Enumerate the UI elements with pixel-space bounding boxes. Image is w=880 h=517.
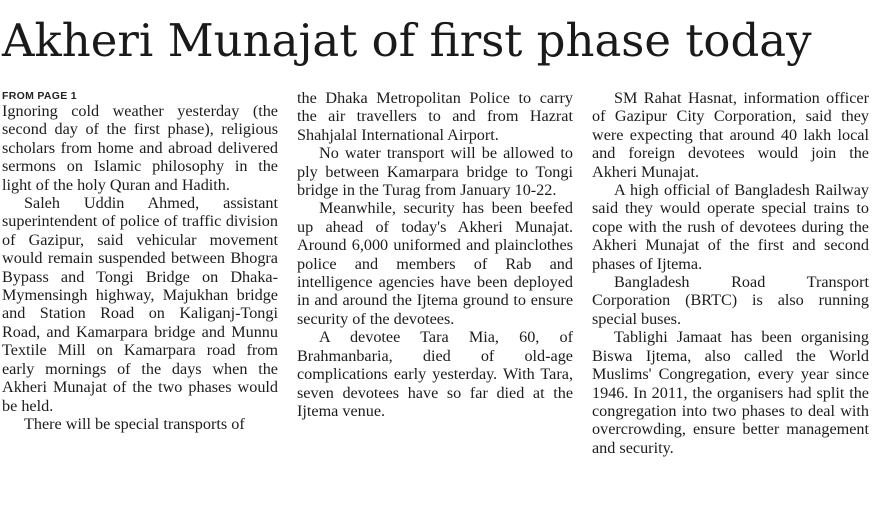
headline: Akheri Munajat of first phase today xyxy=(2,14,812,67)
paragraph: Ignoring cold weather yesterday (the second day of the first phase), religious scholars from home and abroad delivered sermons on Islamic philosophy in the light of the holy Quran and Hadith. xyxy=(2,102,278,194)
paragraph: A high official of Bangladesh Railway said they would operate special trains to cope with the rush of devotees during the Akheri Munajat of the first and second phases of Ijtema. xyxy=(592,181,869,273)
paragraph: A devotee Tara Mia, 60, of Brahmanbaria, died of old-age complications early yesterday. With Tara, seven devotees have so far died at the Ijtema venue. xyxy=(297,328,573,420)
paragraph: There will be special transports of xyxy=(24,414,245,433)
paragraph: the Dhaka Metropolitan Police to carry the air travellers to and from Hazrat Shahjalal International Airport. xyxy=(297,89,573,144)
article-column-2 xyxy=(297,89,573,420)
continuation-label: FROM PAGE 1 xyxy=(2,90,77,102)
paragraph: Saleh Uddin Ahmed, assistant superintendent of police of traffic division of Gazipur, said vehicular movement would remain suspended between Bhogra Bypass and Tongi Bridge on Dhaka-Mymensingh highway, Majukhan bridge and Station Road on Kaliganj-Tongi Road, and Kamarpara bridge and Munnu Textile Mill on Kamarpara road from early mornings of the days when the Akheri Munajat of the two phases would be held. xyxy=(2,194,278,415)
paragraph: Bangladesh Road Transport Corporation (BRTC) is also running special buses. xyxy=(592,273,869,328)
article-column-1 xyxy=(2,89,278,433)
paragraph: No water transport will be allowed to ply between Kamarpara bridge to Tongi bridge in the Turag from January 10-22. xyxy=(297,144,573,200)
article-column-3 xyxy=(592,89,869,457)
paragraph: SM Rahat Hasnat, information officer of Gazipur City Corporation, said they were expecting that around 40 lakh local and foreign devotees would join the Akheri Munajat. xyxy=(592,89,869,181)
paragraph: Meanwhile, security has been beefed up ahead of today's Akheri Munajat. Around 6,000 uniformed and plainclothes police and members of Rab and intelligence agencies have been deployed in and around the Ijtema ground to ensure security of the devotees. xyxy=(297,199,573,328)
paragraph: Tablighi Jamaat has been organising Biswa Ijtema, also called the World Muslims' Congregation, every year since 1946. In 2011, the organisers had split the congregation into two phases to deal with overcrowding, ensure better management and security. xyxy=(592,328,869,457)
